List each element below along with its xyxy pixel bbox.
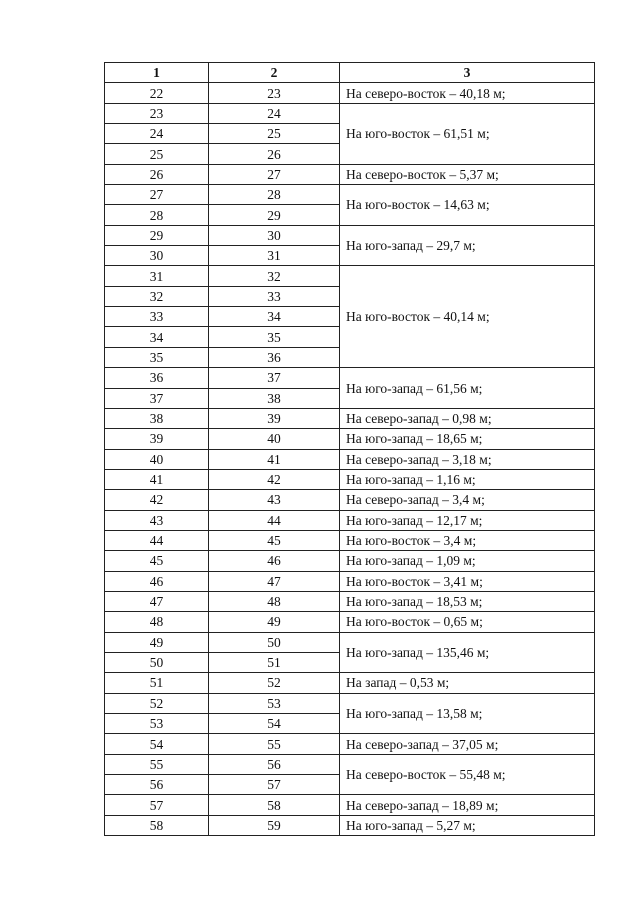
- table-row: [105, 103, 595, 123]
- point-to-cell: 52: [209, 673, 340, 693]
- point-from-cell: 41: [105, 469, 209, 489]
- direction-distance-cell: На северо-запад – 0,98 м;: [340, 408, 595, 428]
- point-to-cell: 46: [209, 551, 340, 571]
- table-row: [105, 83, 595, 103]
- direction-distance-cell: На северо-запад – 3,4 м;: [340, 490, 595, 510]
- point-from-cell: 57: [105, 795, 209, 815]
- point-from-cell: 49: [105, 632, 209, 652]
- point-from-cell: 40: [105, 449, 209, 469]
- direction-distance-cell: На юго-запад – 13,58 м;: [340, 693, 595, 734]
- header-col-1: 1: [105, 63, 209, 83]
- table-row: [105, 266, 595, 286]
- point-from-cell: 39: [105, 429, 209, 449]
- point-from-cell: 36: [105, 368, 209, 388]
- direction-distance-cell: На юго-запад – 1,09 м;: [340, 551, 595, 571]
- direction-distance-cell: На юго-восток – 3,41 м;: [340, 571, 595, 591]
- direction-distance-cell: На юго-запад – 1,16 м;: [340, 469, 595, 489]
- direction-distance-cell: На запад – 0,53 м;: [340, 673, 595, 693]
- table-row: [105, 510, 595, 530]
- point-from-cell: 52: [105, 693, 209, 713]
- point-to-cell: 41: [209, 449, 340, 469]
- direction-distance-cell: На юго-запад – 5,27 м;: [340, 815, 595, 835]
- point-to-cell: 28: [209, 185, 340, 205]
- table-header: [105, 63, 595, 83]
- table-row: [105, 815, 595, 835]
- point-from-cell: 50: [105, 652, 209, 672]
- table-row: [105, 795, 595, 815]
- direction-distance-cell: На северо-восток – 40,18 м;: [340, 83, 595, 103]
- direction-distance-cell: На юго-восток – 40,14 м;: [340, 266, 595, 368]
- point-from-cell: 25: [105, 144, 209, 164]
- point-to-cell: 57: [209, 775, 340, 795]
- table-row: [105, 632, 595, 652]
- table-row: [105, 734, 595, 754]
- point-to-cell: 33: [209, 286, 340, 306]
- point-to-cell: 56: [209, 754, 340, 774]
- point-to-cell: 49: [209, 612, 340, 632]
- direction-distance-cell: На северо-восток – 5,37 м;: [340, 164, 595, 184]
- point-to-cell: 37: [209, 368, 340, 388]
- table-row: [105, 490, 595, 510]
- point-to-cell: 32: [209, 266, 340, 286]
- point-to-cell: 42: [209, 469, 340, 489]
- point-from-cell: 47: [105, 591, 209, 611]
- point-to-cell: 24: [209, 103, 340, 123]
- header-col-2: 2: [209, 63, 340, 83]
- point-to-cell: 30: [209, 225, 340, 245]
- point-from-cell: 34: [105, 327, 209, 347]
- point-from-cell: 44: [105, 530, 209, 550]
- point-from-cell: 35: [105, 347, 209, 367]
- table-row: [105, 571, 595, 591]
- direction-distance-cell: На юго-восток – 3,4 м;: [340, 530, 595, 550]
- point-to-cell: 31: [209, 246, 340, 266]
- point-to-cell: 53: [209, 693, 340, 713]
- table-row: [105, 469, 595, 489]
- point-from-cell: 46: [105, 571, 209, 591]
- direction-distance-cell: На юго-запад – 18,53 м;: [340, 591, 595, 611]
- point-to-cell: 36: [209, 347, 340, 367]
- table-row: [105, 164, 595, 184]
- point-to-cell: 44: [209, 510, 340, 530]
- direction-distance-cell: На юго-запад – 18,65 м;: [340, 429, 595, 449]
- table-body: [105, 83, 595, 836]
- point-to-cell: 26: [209, 144, 340, 164]
- point-from-cell: 22: [105, 83, 209, 103]
- point-from-cell: 55: [105, 754, 209, 774]
- table-row: [105, 429, 595, 449]
- table-row: [105, 225, 595, 245]
- point-to-cell: 40: [209, 429, 340, 449]
- table-row: [105, 673, 595, 693]
- direction-distance-cell: На северо-восток – 55,48 м;: [340, 754, 595, 795]
- point-from-cell: 27: [105, 185, 209, 205]
- point-to-cell: 47: [209, 571, 340, 591]
- point-from-cell: 54: [105, 734, 209, 754]
- table-row: [105, 693, 595, 713]
- point-to-cell: 34: [209, 307, 340, 327]
- direction-distance-cell: На юго-восток – 0,65 м;: [340, 612, 595, 632]
- point-from-cell: 51: [105, 673, 209, 693]
- header-col-3: 3: [340, 63, 595, 83]
- point-from-cell: 31: [105, 266, 209, 286]
- point-to-cell: 48: [209, 591, 340, 611]
- point-from-cell: 56: [105, 775, 209, 795]
- point-to-cell: 50: [209, 632, 340, 652]
- point-from-cell: 58: [105, 815, 209, 835]
- direction-distance-cell: На юго-запад – 12,17 м;: [340, 510, 595, 530]
- point-to-cell: 54: [209, 714, 340, 734]
- point-to-cell: 29: [209, 205, 340, 225]
- direction-distance-cell: На юго-запад – 135,46 м;: [340, 632, 595, 673]
- direction-distance-cell: На юго-восток – 61,51 м;: [340, 103, 595, 164]
- table-row: [105, 612, 595, 632]
- point-to-cell: 39: [209, 408, 340, 428]
- header-row: [105, 63, 595, 83]
- point-from-cell: 24: [105, 124, 209, 144]
- point-to-cell: 45: [209, 530, 340, 550]
- table-row: [105, 368, 595, 388]
- point-to-cell: 59: [209, 815, 340, 835]
- direction-distance-cell: На северо-запад – 3,18 м;: [340, 449, 595, 469]
- direction-distance-cell: На юго-запад – 29,7 м;: [340, 225, 595, 266]
- point-from-cell: 28: [105, 205, 209, 225]
- point-to-cell: 38: [209, 388, 340, 408]
- table-row: [105, 530, 595, 550]
- table-row: [105, 185, 595, 205]
- point-from-cell: 32: [105, 286, 209, 306]
- point-to-cell: 35: [209, 327, 340, 347]
- table-row: [105, 408, 595, 428]
- point-to-cell: 58: [209, 795, 340, 815]
- point-to-cell: 25: [209, 124, 340, 144]
- direction-distance-cell: На северо-запад – 37,05 м;: [340, 734, 595, 754]
- table-row: [105, 551, 595, 571]
- table-row: [105, 591, 595, 611]
- point-to-cell: 27: [209, 164, 340, 184]
- point-from-cell: 33: [105, 307, 209, 327]
- table-row: [105, 754, 595, 774]
- point-from-cell: 53: [105, 714, 209, 734]
- point-to-cell: 55: [209, 734, 340, 754]
- boundary-points-table: [104, 62, 595, 836]
- point-from-cell: 43: [105, 510, 209, 530]
- point-from-cell: 30: [105, 246, 209, 266]
- direction-distance-cell: На юго-запад – 61,56 м;: [340, 368, 595, 409]
- point-to-cell: 43: [209, 490, 340, 510]
- point-from-cell: 45: [105, 551, 209, 571]
- point-from-cell: 26: [105, 164, 209, 184]
- point-to-cell: 23: [209, 83, 340, 103]
- point-from-cell: 48: [105, 612, 209, 632]
- direction-distance-cell: На северо-запад – 18,89 м;: [340, 795, 595, 815]
- table-row: [105, 449, 595, 469]
- point-from-cell: 37: [105, 388, 209, 408]
- direction-distance-cell: На юго-восток – 14,63 м;: [340, 185, 595, 226]
- point-from-cell: 23: [105, 103, 209, 123]
- point-from-cell: 29: [105, 225, 209, 245]
- point-to-cell: 51: [209, 652, 340, 672]
- point-from-cell: 42: [105, 490, 209, 510]
- point-from-cell: 38: [105, 408, 209, 428]
